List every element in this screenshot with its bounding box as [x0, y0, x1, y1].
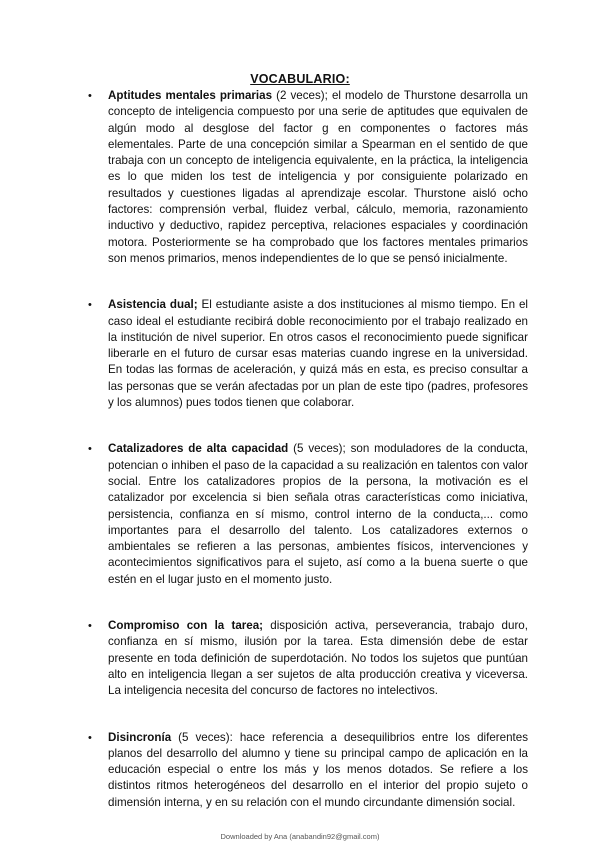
entry-definition: el modelo de Thurstone desarrolla un concepto de inteligencia compuesto por una serie de aptitudes que equivalen de algún modo al desglose del factor g en componentes o factores más elementales. Parte de una concepción similar a Spearman en el sentido de que trabaja con un concepto de inteligencia equivalente, en la práctica, la inteligencia es lo que miden los test de inteligencia y por consiguiente polarizado en resultados y cuestiones ligadas al aprendizaje escolar. Thurstone aisló ocho factores: comprensión verbal, fluidez verbal, cálculo, memoria, razonamiento inductivo y deductivo, rapidez perceptiva, relaciones espaciales y coordinación motora. Posteriormente se ha comprobado que los factores mentales primarios son menos primarios, menos independientes de lo que se pensó inicialmente.	[108, 89, 528, 265]
entry-definition: hace referencia a desequilibrios entre los diferentes planos del desarrollo del alumno y tiene su principal campo de aplicación en la educación especial o entre los más y los menos dotados. Se refiere a los distintos ritmos heterogéneos del desarrollo en el interior del propio sujeto o dimensión interna, y en su relación con el mundo circundante dimensión social.	[108, 730, 528, 809]
entry-term: Compromiso con la tarea;	[108, 619, 264, 633]
entry-definition: disposición activa, perseverancia, trabajo duro, confianza en sí mismo, ilusión por la tarea. Esta dimensión debe de estar presente en toda definición de superdotación. No todos los sujetos que puntúan alto en inteligencia llegan a ser sujetos de alta producción creativa y viceversa. La inteligencia necesita del concurso de factores no intelectivos.	[108, 619, 528, 698]
vocabulary-entry	[88, 618, 528, 699]
bullet-icon: •	[88, 443, 92, 456]
bullet-icon: •	[88, 620, 92, 633]
entry-term: Catalizadores de alta capacidad	[108, 442, 289, 456]
entry-suffix: (2 veces);	[272, 89, 332, 102]
entry-term: Disincronía	[108, 730, 172, 744]
page-title: VOCABULARIO:	[250, 72, 350, 86]
bullet-icon: •	[88, 731, 92, 744]
entry-term: Asistencia dual;	[108, 298, 198, 312]
bullet-icon: •	[88, 90, 92, 102]
bullet-icon: •	[88, 299, 92, 312]
vocabulary-entry	[88, 297, 528, 411]
download-footer: Downloaded by Ana (anabandin92@gmail.com)	[220, 832, 380, 841]
vocabulary-entry	[88, 441, 529, 588]
vocabulary-list	[88, 88, 529, 841]
vocabulary-entry	[88, 88, 528, 267]
entry-term: Aptitudes mentales primarias	[108, 89, 273, 102]
entry-suffix: (5 veces);	[288, 442, 351, 456]
entry-definition: El estudiante asiste a dos instituciones al mismo tiempo. En el caso ideal el estudiante recibirá doble reconocimiento por el trabajo realizado en la institución de nivel superior. En otros casos el reconocimiento puede significar liberarle en el futuro de cursar esas materias cuando ingrese en la universidad. En todas las formas de aceleración, y quizá más en esta, es preciso consultar a las personas que se verán afectadas por un plan de este tipo (padres, profesores y los alumnos) pues todos tienen que colaborar.	[108, 298, 528, 410]
entry-suffix: (5 veces):	[171, 730, 240, 744]
vocabulary-entry	[88, 730, 528, 811]
entry-definition: son moduladores de la conducta, potencian o inhiben el paso de la capacidad a su realización en talentos con valor social. Entre los catalizadores propios de la persona, la motivación es el catalizador por excelencia si bien señala otras características como iniciativa, persistencia, confianza en sí mismo, control interno de la conducta,... como importantes para el desarrollo del talento. Los catalizadores externos o ambientales se refieren a las personas, ambientes físicos, intervenciones y acontecimientos significativos para el sujeto, así como a la buena suerte o que estén en el lugar justo en el momento justo.	[108, 442, 529, 586]
